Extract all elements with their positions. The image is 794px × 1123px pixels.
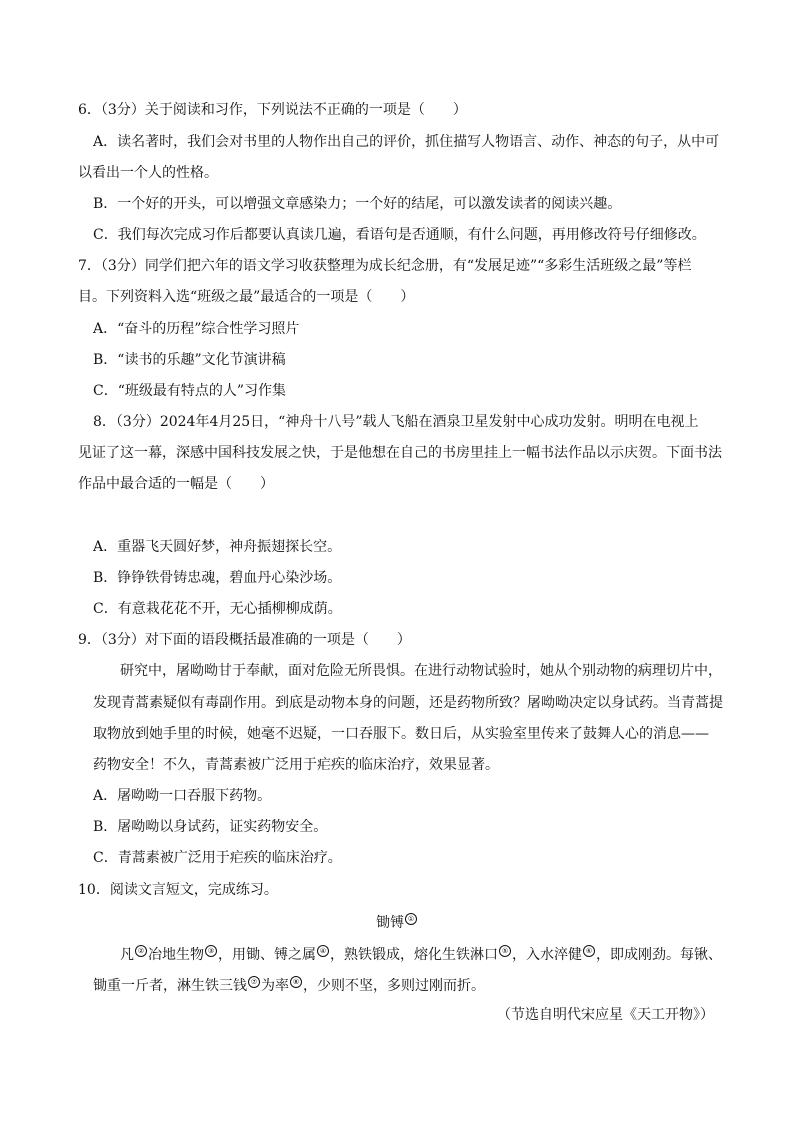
q6-option-c: C．我们每次完成习作后都要认真读几遍，看语句是否通顺，有什么问题，再用修改符号仔细修改。 (93, 227, 706, 243)
note-marker-6: ⑥ (583, 945, 595, 957)
note-marker-2: ② (135, 945, 147, 957)
passage-text: 为率 (261, 978, 289, 994)
q9-option-b: B．屠呦呦以身试药，证实药物安全。 (93, 819, 328, 835)
q9-passage-line1: 研究中，屠呦呦甘于奉献，面对危险无所畏惧。在进行动物试验时，她从个别动物的病理切片中， (120, 663, 722, 679)
q7-option-c: C．“班级最有特点的人”习作集 (93, 383, 287, 399)
passage-source: （节选自明代宋应星《天工开物》） (497, 1007, 714, 1023)
q7-option-a: A．“奋斗的历程”综合性学习照片 (93, 321, 300, 337)
note-marker-5: ⑤ (499, 945, 511, 957)
passage-text: ，即成刚劲。每锹、 (596, 947, 722, 963)
passage-text: 冶地生物 (148, 947, 204, 963)
passage-text: ，用锄、镈之属 (218, 947, 316, 963)
q6-option-b: B．一个好的开头，可以增强文章感染力；一个好的结尾，可以激发读者的阅读兴趣。 (93, 196, 622, 212)
q6-option-a-line1: A．读名著时，我们会对书里的人物作出自己的评价，抓住描写人物语言、动作、神态的句子，从中可 (93, 134, 720, 150)
q8-option-b: B．铮铮铁骨铸忠魂，碧血丹心染沙场。 (93, 570, 342, 586)
note-marker-3: ③ (205, 945, 217, 957)
note-marker-8: ⑧ (290, 976, 302, 988)
passage-text: ，入水淬健 (512, 947, 582, 963)
passage-line2 (93, 976, 485, 993)
q7-stem-line2: 目。下列资料入选“班级之最”最适合的一项是（ ） (78, 289, 415, 305)
passage-text: ，熟铁锻成，熔化生铁淋口 (330, 947, 498, 963)
q9-passage-line2: 发现青蒿素疑似有毒副作用。到底是动物本身的问题，还是药物所致？屠呦呦决定以身试药。当青蒿提 (93, 695, 723, 711)
q8-option-a: A．重器飞天圆好梦，神舟振翅探长空。 (93, 539, 342, 555)
q6-stem: 6．（3分）关于阅读和习作，下列说法不正确的一项是（ ） (78, 102, 467, 118)
passage-title-text: 锄镈 (376, 915, 404, 931)
q8-stem-line2: 见证了这一幕，深感中国科技发展之快，于是他想在自己的书房里挂上一幅书法作品以示庆贺。下面书法 (78, 445, 722, 461)
passage-title (0, 913, 794, 930)
q7-option-b: B．“读书的乐趣”文化节演讲稿 (93, 352, 286, 368)
q6-option-a-line2: 以看出一个人的性格。 (78, 165, 218, 181)
q8-stem-line3: 作品中最合适的一幅是（ ） (78, 476, 274, 492)
q7-stem-line1: 7．（3分）同学们把六年的语文学习收获整理为成长纪念册，有“发展足迹”“多彩生活班级之最”等栏 (78, 258, 692, 274)
passage-text: ，少则不坚，多则过刚而折。 (303, 978, 485, 994)
q10-stem: 10．阅读文言短文，完成练习。 (78, 882, 278, 898)
note-marker-1: ① (405, 913, 417, 925)
q9-option-c: C．青蒿素被广泛用于疟疾的临床治疗。 (93, 850, 342, 866)
note-marker-7: ⑦ (248, 976, 260, 988)
q8-option-c: C．有意栽花花不开，无心插柳柳成荫。 (93, 601, 342, 617)
passage-line1 (120, 945, 722, 962)
q8-stem-line1: 8．（3分）2024年4月25日，“神舟十八号”载人飞船在酒泉卫星发射中心成功发射。明明在电视上 (93, 414, 699, 430)
q9-option-a: A．屠呦呦一口吞服下药物。 (93, 788, 272, 804)
q9-passage-line3: 取物放到她手里的时候，她毫不迟疑，一口吞服下。数日后，从实验室里传来了鼓舞人心的消息—— (93, 726, 709, 742)
note-marker-4: ④ (317, 945, 329, 957)
passage-text: 锄重一斤者，淋生铁三钱 (93, 978, 247, 994)
passage-text: 凡 (120, 947, 134, 963)
q9-passage-line4: 药物安全！不久，青蒿素被广泛用于疟疾的临床治疗，效果显著。 (93, 757, 499, 773)
q9-stem: 9．（3分）对下面的语段概括最准确的一项是（ ） (78, 632, 411, 648)
